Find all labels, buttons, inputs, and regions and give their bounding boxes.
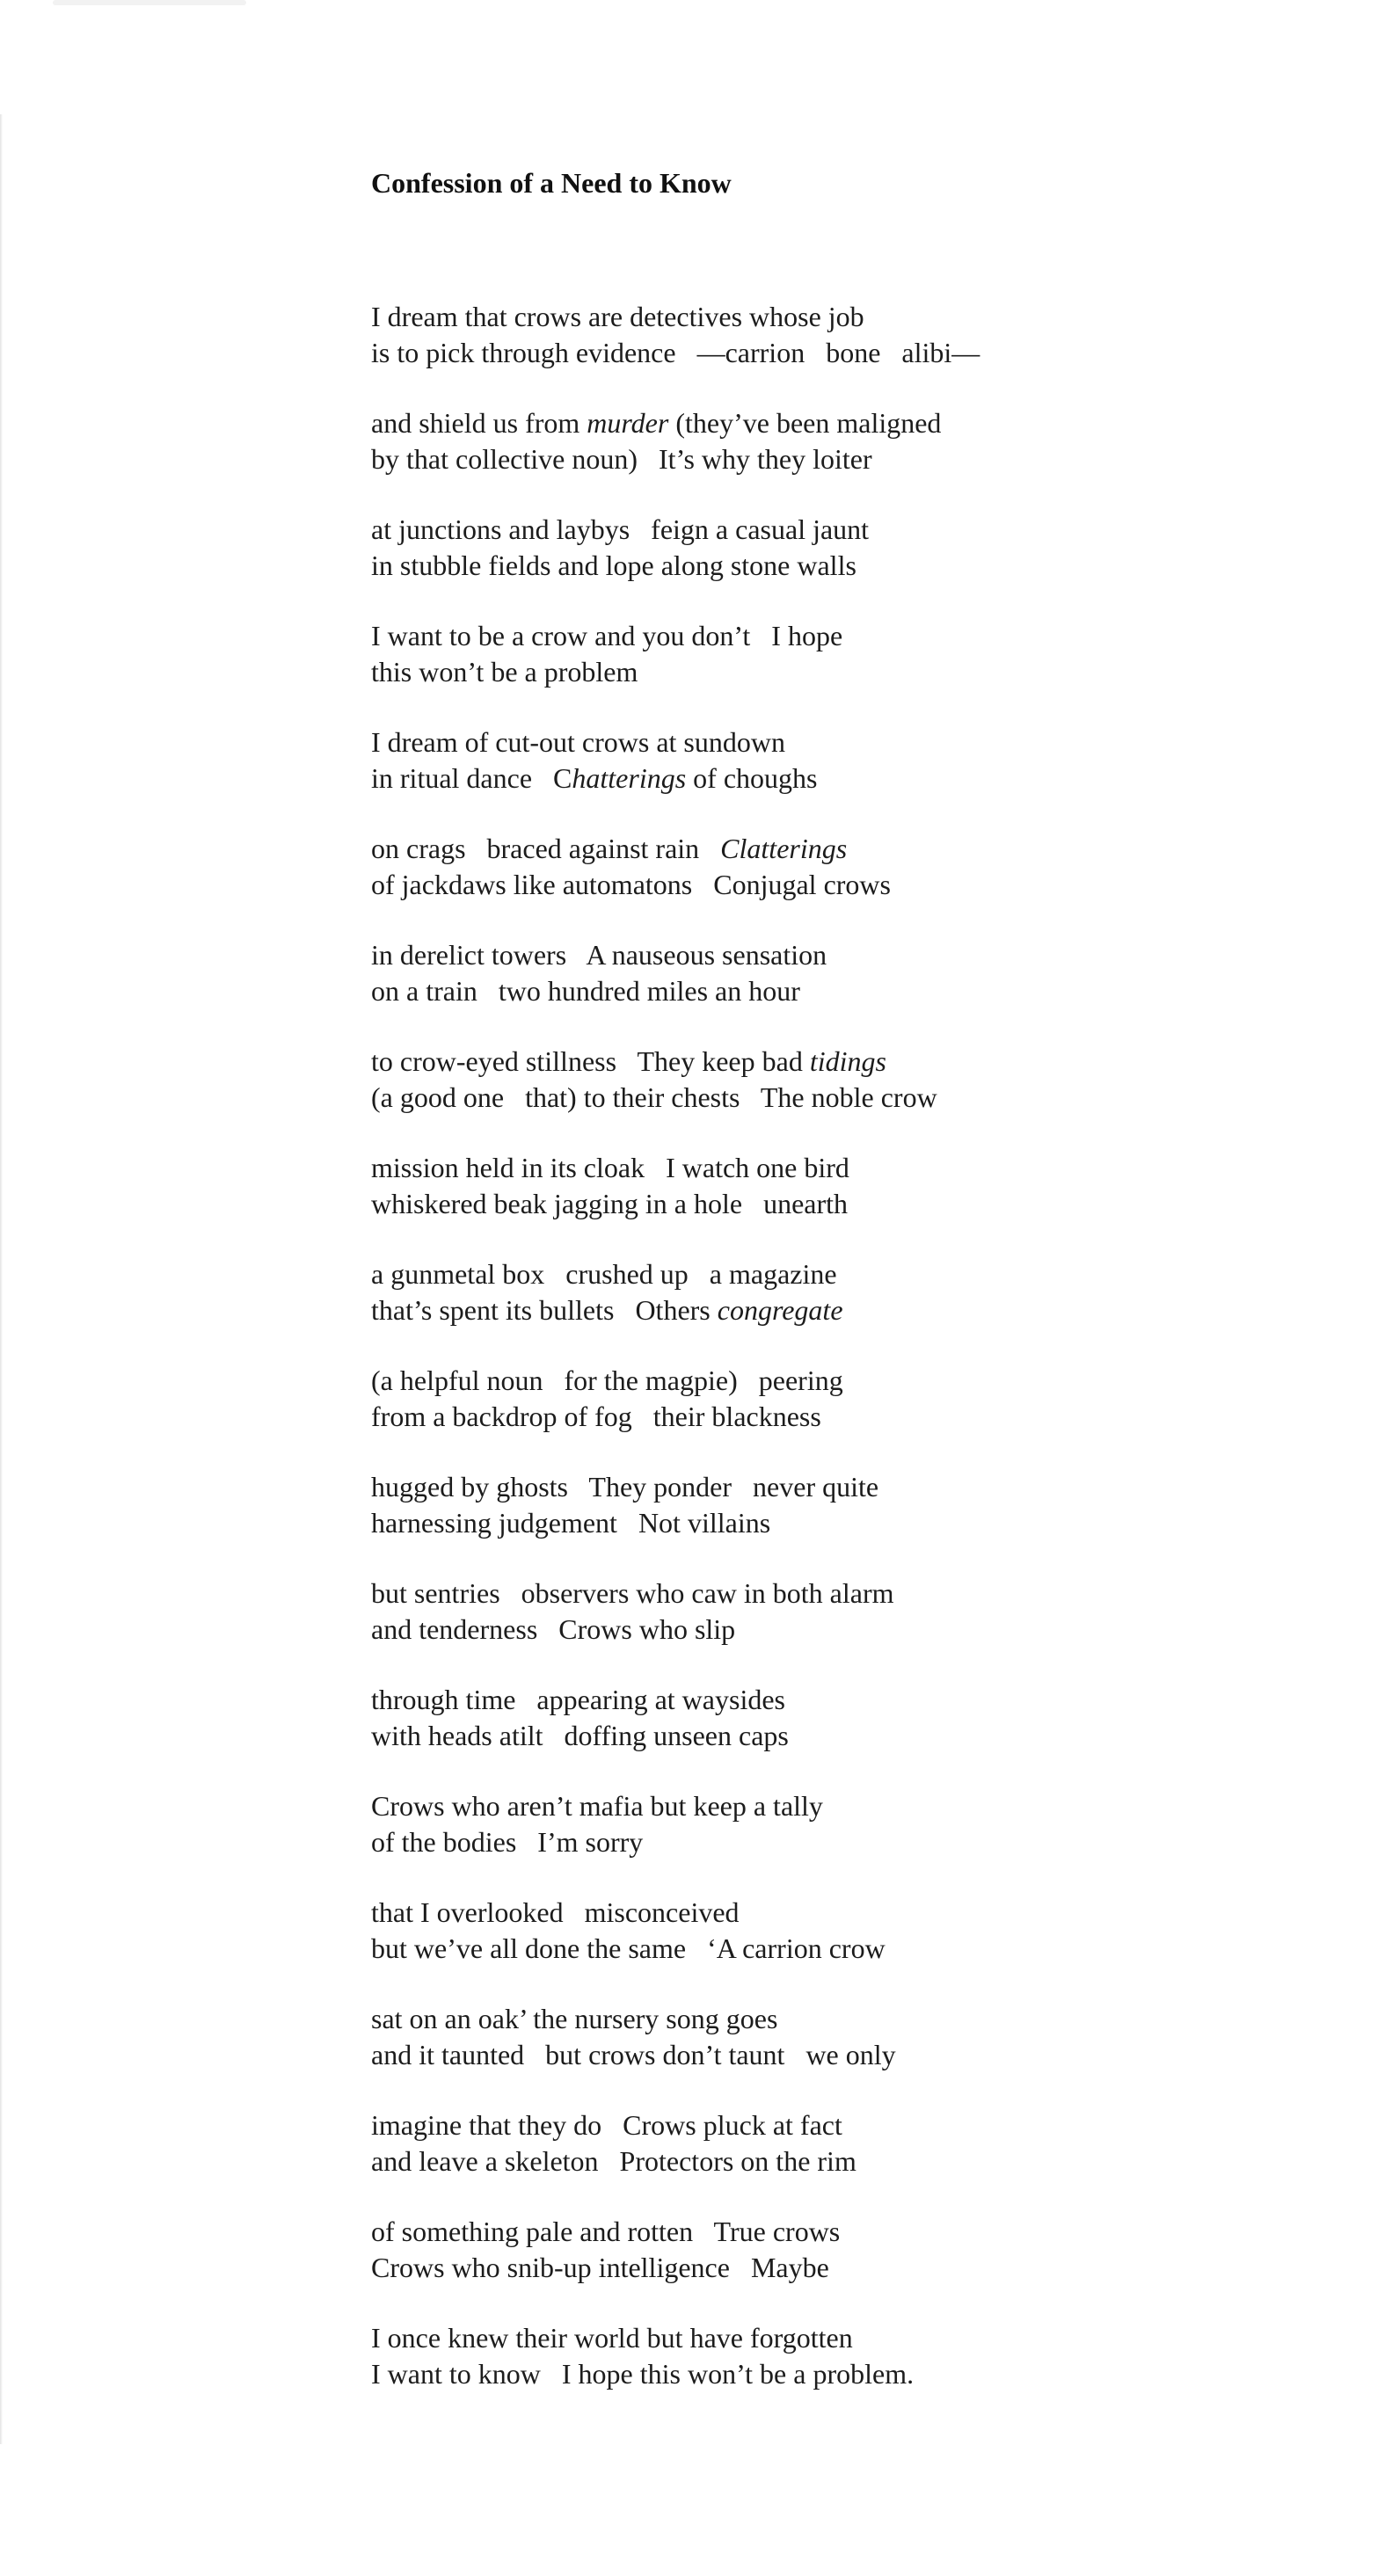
poem-line: mission held in its cloak I watch one bird [371,1152,849,1183]
poem-line: of jackdaws like automatons Conjugal crows [371,868,891,900]
poem-line: on crags braced against rain Clatterings [371,833,848,864]
poem-line: a gunmetal box crushed up a magazine [371,1258,837,1290]
stanza [371,1044,1250,1115]
stanza [371,1256,1250,1328]
poem-line: whiskered beak jagging in a hole unearth [371,1187,849,1219]
italic-word: hatterings [572,761,687,794]
poem-line: and tenderness Crows who slip [371,1612,736,1645]
poem-line: in derelict towers A nauseous sensation [371,939,827,971]
poem-line: that’s spent its bullets Others congregate [371,1293,843,1326]
stanza [371,2320,1250,2391]
poem-line: from a backdrop of fog their blackness [371,1400,821,1432]
poem-line: I dream that crows are detectives whose job [371,301,864,332]
stanza [371,2214,1250,2285]
poem-line: (a good one that) to their chests The noble crow [371,1081,937,1113]
poem-line: harnessing judgement Not villains [371,1506,771,1539]
poem-line: but we’ve all done the same ‘A carrion crow [371,1932,885,1964]
stanza [371,1682,1250,1753]
stanza [371,1788,1250,1859]
poem-line: and it taunted but crows don’t taunt we only [371,2038,896,2070]
italic-word: tidings [809,1045,886,1077]
stanza [371,618,1250,689]
poem-line: I once knew their world but have forgotten [371,2322,853,2354]
italic-word: congregate [717,1293,843,1326]
poem-line: with heads atilt doffing unseen caps [371,1719,789,1751]
poem-line: at junctions and laybys feign a casual jaunt [371,513,870,545]
poem-line: this won’t be a problem [371,655,638,688]
poem-line: and leave a skeleton Protectors on the rim [371,2144,856,2177]
poem-line: to crow-eyed stillness They keep bad tidings [371,1045,886,1077]
poem-line: in ritual dance Chatterings of choughs [371,761,818,794]
stanza [371,299,1250,370]
poem-line: of the bodies I’m sorry [371,1825,644,1858]
poem-line: sat on an oak’ the nursery song goes [371,2003,778,2034]
poem-line: that I overlooked misconceived [371,1896,740,1928]
poem-line: I dream of cut-out crows at sundown [371,726,785,758]
stanza [371,1150,1250,1221]
poem-line: by that collective noun) It’s why they loiter [371,442,872,475]
poem-line: imagine that they do Crows pluck at fact [371,2109,842,2141]
poem-line: through time appearing at waysides [371,1684,785,1715]
page-edge [0,114,3,2444]
poem-line: (a helpful noun for the magpie) peering [371,1364,843,1396]
stanza [371,2001,1250,2072]
poem-line: I want to know I hope this won’t be a problem. [371,2357,915,2390]
stanza [371,724,1250,796]
poem [371,165,1250,2427]
stanza [371,1575,1250,1647]
stanza [371,1895,1250,1966]
stanza [371,937,1250,1008]
stanza [371,2107,1250,2179]
stanza [371,1469,1250,1540]
stanza [371,405,1250,477]
poem-line: on a train two hundred miles an hour [371,974,800,1007]
poem-body [371,299,1250,2391]
italic-word: murder [587,407,669,439]
stanza [371,831,1250,902]
poem-title: Confession of a Need to Know [371,167,732,199]
italic-word: Clatterings [720,833,848,864]
poem-line: Crows who aren’t mafia but keep a tally [371,1790,823,1822]
poem-line: hugged by ghosts They ponder never quite [371,1471,879,1503]
poem-line: but sentries observers who caw in both alarm [371,1577,894,1609]
poem-line: in stubble fields and lope along stone walls [371,549,856,581]
stanza [371,1363,1250,1434]
poem-line: Crows who snib-up intelligence Maybe [371,2251,829,2283]
poem-line: is to pick through evidence —carrion bone alibi— [371,336,980,368]
poem-line: I want to be a crow and you don’t I hope [371,620,843,651]
stanza [371,512,1250,583]
poem-line: of something pale and rotten True crows [371,2216,841,2247]
scan-smudge [53,0,246,5]
poem-line: and shield us from murder (they’ve been maligned [371,407,942,439]
